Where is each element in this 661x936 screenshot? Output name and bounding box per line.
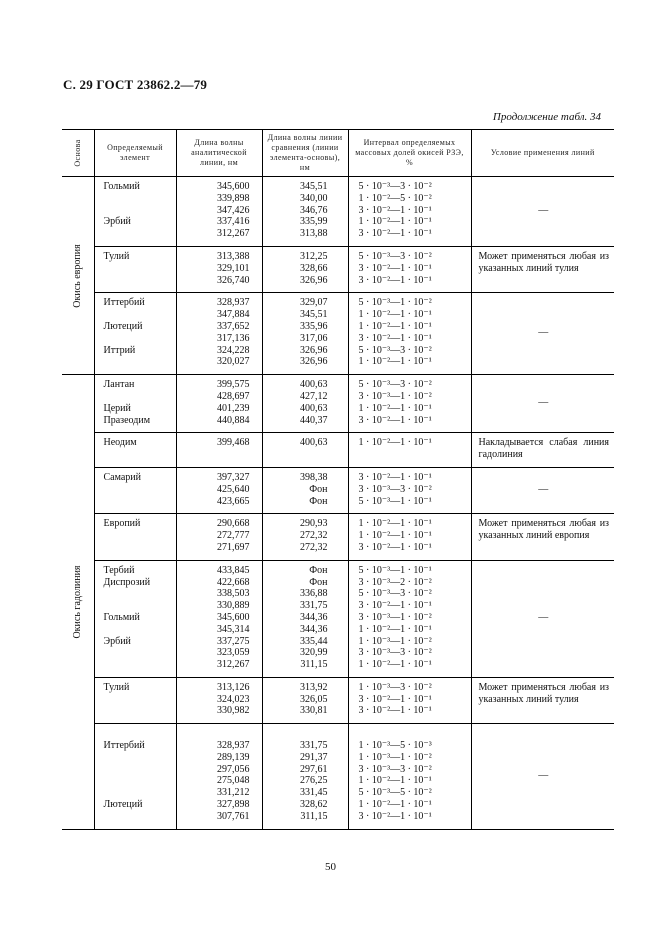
cell-line: [104, 647, 173, 659]
table-continuation-note: Продолжение табл. 34: [492, 111, 601, 123]
cell-line: 326,740: [217, 274, 250, 286]
cell-line: 335,44: [300, 635, 328, 647]
cell-line: 317,136: [217, 332, 250, 344]
interval-cell: [348, 433, 471, 468]
table-row: [62, 177, 614, 247]
cell-line: 3 · 10⁻²—1 · 10⁻¹: [358, 332, 432, 344]
cell-line: 3 · 10⁻²—1 · 10⁻¹: [358, 228, 432, 240]
cell-line: 3 · 10⁻²—1 · 10⁻¹: [358, 471, 432, 483]
cell-line: Эрбий: [103, 216, 131, 228]
cell-line: [104, 193, 173, 205]
cell-line: 271,697: [217, 541, 250, 553]
header-element: Определяемый элемент: [94, 130, 176, 177]
cell-line: 345,51: [300, 181, 328, 192]
condition-cell: Может применяться любая из указанных линий тулия: [471, 677, 614, 723]
cell-line: 3 · 10⁻³—1 · 10⁻²: [358, 611, 432, 623]
interval-cell: [348, 375, 471, 433]
header-compare-wavelength: Длина волны линии сравнения (линии элемента-основы), нм: [262, 130, 348, 177]
cell-line: 311,15: [300, 810, 328, 822]
table-row: [62, 724, 614, 829]
cell-line: 5 · 10⁻³—3 · 10⁻²: [358, 181, 432, 192]
cell-line: 3 · 10⁻²—1 · 10⁻¹: [358, 810, 432, 822]
cell-line: 331,45: [300, 787, 328, 799]
cell-line: [104, 624, 173, 636]
cell-line: 329,07: [300, 297, 328, 309]
compare-wavelength-cell: [262, 293, 348, 375]
element-cell: [94, 433, 176, 468]
cell-line: Фон: [309, 495, 328, 507]
cell-line: 326,96: [300, 344, 328, 356]
cell-line: 3 · 10⁻²—1 · 10⁻¹: [358, 705, 432, 717]
cell-line: [104, 705, 173, 717]
analytic-wavelength-cell: [176, 677, 262, 723]
cell-line: 3 · 10⁻³—3 · 10⁻²: [358, 647, 432, 659]
cell-line: 327,898: [217, 799, 250, 811]
cell-line: 400,63: [300, 437, 328, 449]
cell-line: [104, 659, 173, 671]
compare-wavelength-cell: [262, 246, 348, 292]
cell-line: 5 · 10⁻³—3 · 10⁻²: [358, 344, 432, 356]
cell-line: Празеодим: [103, 414, 151, 426]
condition-cell: —: [471, 293, 614, 375]
cell-line: 3 · 10⁻³—3 · 10⁻²: [358, 763, 432, 775]
base-label: Окись европия: [71, 243, 83, 308]
interval-cell: [348, 293, 471, 375]
analytic-wavelength-cell: [176, 514, 262, 560]
interval-cell: [348, 677, 471, 723]
interval-cell: [348, 724, 471, 829]
cell-line: Самарий: [103, 471, 142, 483]
condition-cell: Может применяться любая из указанных линий тулия: [471, 246, 614, 292]
analytic-wavelength-cell: [176, 293, 262, 375]
cell-line: 3 · 10⁻²—1 · 10⁻¹: [358, 274, 432, 286]
cell-line: Гольмий: [103, 181, 140, 192]
cell-line: 5 · 10⁻³—3 · 10⁻²: [358, 250, 432, 262]
cell-line: 1 · 10⁻²—1 · 10⁻¹: [358, 623, 432, 635]
cell-line: Эрбий: [103, 635, 131, 647]
cell-line: 290,93: [300, 518, 328, 530]
interval-cell: [348, 514, 471, 560]
cell-line: 1 · 10⁻²—5 · 10⁻²: [358, 192, 432, 204]
cell-line: 5 · 10⁻³—1 · 10⁻²: [358, 297, 432, 309]
cell-line: 1 · 10⁻²—1 · 10⁻¹: [358, 402, 432, 414]
cell-line: 328,937: [217, 740, 250, 752]
cell-line: 425,640: [217, 483, 250, 495]
cell-line: 337,416: [217, 216, 250, 228]
analytic-wavelength-cell: [176, 177, 262, 247]
cell-line: 1 · 10⁻²—1 · 10⁻¹: [358, 799, 432, 811]
cell-line: 338,503: [217, 588, 250, 600]
cell-line: 1 · 10⁻²—1 · 10⁻¹: [358, 320, 432, 332]
cell-line: 1 · 10⁻²—1 · 10⁻¹: [358, 530, 432, 542]
cell-line: 423,665: [217, 495, 250, 507]
base-cell: [62, 177, 94, 375]
cell-line: 313,88: [300, 228, 328, 240]
cell-line: 337,275: [217, 635, 250, 647]
cell-line: [104, 775, 173, 787]
cell-line: 1 · 10⁻³—5 · 10⁻³: [358, 740, 432, 752]
cell-line: 3 · 10⁻²—1 · 10⁻¹: [358, 600, 432, 612]
cell-line: [104, 530, 173, 542]
cell-line: 272,32: [300, 541, 328, 553]
cell-line: 1 · 10⁻³—3 · 10⁻²: [358, 681, 432, 693]
cell-line: Фон: [309, 576, 328, 588]
cell-line: [104, 787, 173, 799]
cell-line: [104, 356, 173, 368]
cell-line: 346,76: [300, 204, 328, 216]
cell-line: 1 · 10⁻²—1 · 10⁻¹: [358, 216, 432, 228]
cell-line: [104, 694, 173, 706]
page-number: 50: [325, 861, 336, 873]
cell-line: 345,51: [300, 309, 328, 321]
cell-line: 312,267: [217, 228, 250, 240]
cell-line: [104, 309, 173, 321]
cell-line: [104, 333, 173, 345]
cell-line: 1 · 10⁻²—1 · 10⁻¹: [358, 659, 432, 671]
cell-line: 331,75: [300, 740, 328, 752]
cell-line: 313,388: [217, 250, 250, 262]
cell-line: 329,101: [217, 262, 250, 274]
cell-line: [104, 228, 173, 240]
analytic-wavelength-cell: [176, 724, 262, 829]
cell-line: Тербий: [103, 564, 135, 576]
cell-line: [181, 728, 250, 740]
cell-line: [104, 391, 173, 403]
cell-line: 3 · 10⁻³—1 · 10⁻²: [358, 390, 432, 402]
cell-line: Церий: [103, 402, 131, 414]
compare-wavelength-cell: [262, 724, 348, 829]
cell-line: 1 · 10⁻²—1 · 10⁻¹: [358, 775, 432, 787]
cell-line: 345,600: [217, 611, 250, 623]
cell-line: Лютеций: [103, 320, 143, 332]
header-analytic-wavelength: Длина волны аналитической линии, нм: [176, 130, 262, 177]
table-row: [62, 467, 614, 513]
cell-line: Тулий: [103, 250, 130, 262]
cell-line: 344,36: [300, 611, 328, 623]
cell-line: 330,982: [217, 705, 250, 717]
cell-line: 331,75: [300, 600, 328, 612]
cell-line: Лантан: [103, 379, 135, 391]
analytic-wavelength-cell: [176, 246, 262, 292]
header-condition: Условие применения линий: [471, 130, 614, 177]
cell-line: 328,62: [300, 799, 328, 811]
cell-line: [104, 811, 173, 823]
cell-line: [104, 263, 173, 275]
element-cell: [94, 677, 176, 723]
cell-line: 427,12: [300, 390, 328, 402]
cell-line: 422,668: [217, 576, 250, 588]
cell-line: 312,25: [300, 250, 328, 262]
cell-line: 399,468: [217, 437, 250, 449]
cell-line: [104, 764, 173, 776]
cell-line: 440,884: [217, 414, 250, 426]
cell-line: 297,61: [300, 763, 328, 775]
cell-line: Иттербий: [103, 740, 145, 752]
cell-line: 275,048: [217, 775, 250, 787]
cell-line: 297,056: [217, 763, 250, 775]
cell-line: 328,937: [217, 297, 250, 309]
cell-line: 401,239: [217, 402, 250, 414]
element-cell: [94, 375, 176, 433]
table-row: [62, 293, 614, 375]
cell-line: 3 · 10⁻²—1 · 10⁻¹: [358, 262, 432, 274]
condition-cell: —: [471, 724, 614, 829]
element-cell: [94, 514, 176, 560]
cell-line: 5 · 10⁻³—5 · 10⁻²: [358, 787, 432, 799]
cell-line: 399,575: [217, 379, 250, 391]
cell-line: 326,96: [300, 356, 328, 368]
condition-cell: —: [471, 467, 614, 513]
base-cell: [62, 375, 94, 830]
cell-line: 398,38: [300, 471, 328, 483]
cell-line: 3 · 10⁻³—3 · 10⁻²: [358, 483, 432, 495]
cell-line: 3 · 10⁻²—1 · 10⁻¹: [358, 541, 432, 553]
cell-line: 272,777: [217, 530, 250, 542]
compare-wavelength-cell: [262, 467, 348, 513]
cell-line: 1 · 10⁻²—1 · 10⁻¹: [358, 356, 432, 368]
cell-line: 289,139: [217, 751, 250, 763]
cell-line: 320,99: [300, 647, 328, 659]
header-interval: Интервал определяемых массовых долей окисей РЗЭ, %: [348, 130, 471, 177]
compare-wavelength-cell: [262, 433, 348, 468]
cell-line: 326,96: [300, 274, 328, 286]
cell-line: Диспрозий: [103, 576, 151, 588]
cell-line: Фон: [309, 564, 328, 576]
cell-line: [359, 728, 468, 740]
analytic-wavelength-cell: [176, 433, 262, 468]
interval-cell: [348, 246, 471, 292]
analytic-wavelength-cell: [176, 467, 262, 513]
element-cell: [94, 560, 176, 677]
interval-cell: [348, 177, 471, 247]
cell-line: 5 · 10⁻³—1 · 10⁻¹: [358, 564, 432, 576]
cell-line: [267, 728, 328, 740]
compare-wavelength-cell: [262, 177, 348, 247]
cell-line: 339,898: [217, 192, 250, 204]
table-row: [62, 375, 614, 433]
cell-line: 323,059: [217, 647, 250, 659]
cell-line: 347,426: [217, 204, 250, 216]
cell-line: 328,66: [300, 262, 328, 274]
element-cell: [94, 293, 176, 375]
cell-line: 312,267: [217, 659, 250, 671]
cell-line: 313,92: [300, 681, 328, 693]
base-label: Окись гадолиния: [71, 565, 83, 639]
cell-line: 330,889: [217, 600, 250, 612]
table-row: [62, 246, 614, 292]
cell-line: 1 · 10⁻²—1 · 10⁻¹: [358, 437, 432, 449]
header-base: Основа: [62, 130, 94, 177]
cell-line: 3 · 10⁻²—1 · 10⁻¹: [358, 414, 432, 426]
cell-line: [104, 728, 173, 740]
cell-line: Гольмий: [103, 611, 140, 623]
analytic-wavelength-cell: [176, 560, 262, 677]
cell-line: 345,314: [217, 623, 250, 635]
cell-line: 3 · 10⁻²—1 · 10⁻¹: [358, 204, 432, 216]
cell-line: 313,126: [217, 681, 250, 693]
spectral-lines-table: [62, 129, 614, 830]
cell-line: 335,99: [300, 216, 328, 228]
cell-line: 311,15: [300, 659, 328, 671]
cell-line: 5 · 10⁻³—1 · 10⁻¹: [358, 495, 432, 507]
interval-cell: [348, 467, 471, 513]
cell-line: 433,845: [217, 564, 250, 576]
compare-wavelength-cell: [262, 375, 348, 433]
cell-line: Европий: [103, 518, 141, 530]
document-header: С. 29 ГОСТ 23862.2—79: [63, 77, 208, 92]
table-header-row: [62, 130, 614, 177]
cell-line: 336,88: [300, 588, 328, 600]
cell-line: [104, 542, 173, 554]
cell-line: [104, 752, 173, 764]
cell-line: 1 · 10⁻³—1 · 10⁻²: [358, 635, 432, 647]
condition-cell: Накладывается слабая линия гадолиния: [471, 433, 614, 468]
element-cell: [94, 724, 176, 829]
analytic-wavelength-cell: [176, 375, 262, 433]
cell-line: 3 · 10⁻²—1 · 10⁻¹: [358, 693, 432, 705]
cell-line: 324,023: [217, 693, 250, 705]
condition-cell: —: [471, 177, 614, 247]
compare-wavelength-cell: [262, 514, 348, 560]
interval-cell: [348, 560, 471, 677]
cell-line: 326,05: [300, 693, 328, 705]
compare-wavelength-cell: [262, 677, 348, 723]
cell-line: 335,96: [300, 320, 328, 332]
cell-line: [104, 275, 173, 287]
element-cell: [94, 246, 176, 292]
cell-line: Иттрий: [103, 344, 136, 356]
cell-line: 290,668: [217, 518, 250, 530]
cell-line: 320,027: [217, 356, 250, 368]
table-row: [62, 433, 614, 468]
cell-line: 5 · 10⁻³—3 · 10⁻²: [358, 379, 432, 391]
cell-line: Тулий: [103, 681, 130, 693]
cell-line: 272,32: [300, 530, 328, 542]
cell-line: 345,600: [217, 181, 250, 192]
cell-line: 400,63: [300, 379, 328, 391]
element-cell: [94, 467, 176, 513]
cell-line: 347,884: [217, 309, 250, 321]
cell-line: [104, 205, 173, 217]
cell-line: 1 · 10⁻²—1 · 10⁻¹: [358, 309, 432, 321]
table-row: [62, 560, 614, 677]
condition-cell: —: [471, 560, 614, 677]
element-cell: [94, 177, 176, 247]
cell-line: 344,36: [300, 623, 328, 635]
cell-line: 324,228: [217, 344, 250, 356]
cell-line: 440,37: [300, 414, 328, 426]
cell-line: [104, 588, 173, 600]
cell-line: 397,327: [217, 471, 250, 483]
cell-line: 400,63: [300, 402, 328, 414]
cell-line: 5 · 10⁻³—3 · 10⁻²: [358, 588, 432, 600]
cell-line: 317,06: [300, 332, 328, 344]
table-row: [62, 677, 614, 723]
cell-line: 330,81: [300, 705, 328, 717]
cell-line: 337,652: [217, 320, 250, 332]
cell-line: 428,697: [217, 390, 250, 402]
cell-line: 3 · 10⁻³—2 · 10⁻²: [358, 576, 432, 588]
cell-line: Неодим: [103, 437, 137, 449]
cell-line: [104, 600, 173, 612]
cell-line: 276,25: [300, 775, 328, 787]
cell-line: 291,37: [300, 751, 328, 763]
cell-line: 1 · 10⁻³—1 · 10⁻²: [358, 751, 432, 763]
cell-line: [104, 496, 173, 508]
cell-line: 307,761: [217, 810, 250, 822]
cell-line: [104, 484, 173, 496]
cell-line: 340,00: [300, 192, 328, 204]
table-row: [62, 514, 614, 560]
cell-line: 1 · 10⁻²—1 · 10⁻¹: [358, 518, 432, 530]
condition-cell: Может применяться любая из указанных линий европия: [471, 514, 614, 560]
condition-cell: —: [471, 375, 614, 433]
cell-line: Фон: [309, 483, 328, 495]
cell-line: Иттербий: [103, 297, 145, 309]
cell-line: Лютеций: [103, 799, 143, 811]
compare-wavelength-cell: [262, 560, 348, 677]
cell-line: 331,212: [217, 787, 250, 799]
